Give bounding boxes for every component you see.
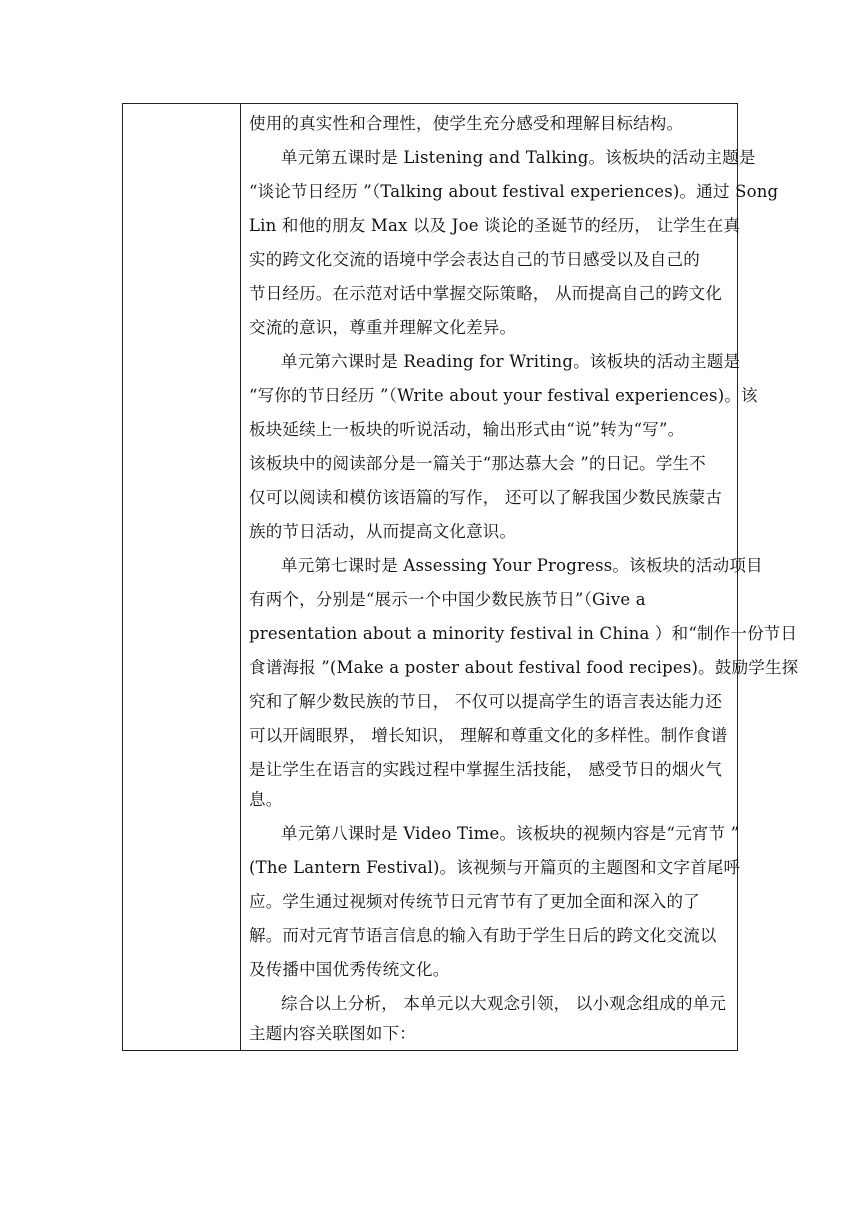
text-line: Lin 和他的朋友 Max 以及 Joe 谈论的圣诞节的经历， 让学生在真 [249, 216, 741, 235]
text-line: 该板块中的阅读部分是一篇关于“那达慕大会 ”的日记。学生不 [249, 454, 706, 473]
text-line: 可以开阔眼界， 增长知识， 理解和尊重文化的多样性。制作食谱 [249, 726, 728, 745]
text-line: 综合以上分析， 本单元以大观念引领， 以小观念组成的单元 [281, 994, 727, 1013]
text-line: 实的跨文化交流的语境中学会表达自己的节日感受以及自己的 [249, 250, 700, 269]
text-line: 仅可以阅读和模仿该语篇的写作， 还可以了解我国少数民族蒙古 [249, 488, 723, 507]
content-table [122, 103, 799, 1051]
text-line: 板块延续上一板块的听说活动，输出形式由“说”转为“写”。 [249, 420, 685, 439]
text-line: 单元第七课时是 Assessing Your Progress。该板块的活动项目 [281, 556, 763, 575]
text-line: 究和了解少数民族的节日， 不仅可以提高学生的语言表达能力还 [249, 692, 723, 711]
text-line: 息。 [249, 790, 283, 809]
text-line: 解。而对元宵节语言信息的输入有助于学生日后的跨文化交流以 [249, 926, 717, 945]
text-line: 是让学生在语言的实践过程中掌握生活技能， 感受节日的烟火气 [249, 760, 723, 779]
text-line: 食谱海报 ”(Make a poster about festival food recipes)。鼓励学生探 [249, 658, 799, 677]
text-line: 族的节日活动，从而提高文化意识。 [249, 522, 517, 541]
text-line: 单元第八课时是 Video Time。该板块的视频内容是“元宵节 ” [281, 824, 740, 843]
text-line: 及传播中国优秀传统文化。 [249, 960, 450, 979]
text-line: 单元第五课时是 Listening and Talking。该板块的活动主题是 [281, 148, 756, 167]
text-line: 应。学生通过视频对传统节日元宵节有了更加全面和深入的了 [249, 892, 700, 911]
text-line: 节日经历。在示范对话中掌握交际策略， 从而提高自己的跨文化 [249, 284, 723, 303]
text-line: 有两个，分别是“展示一个中国少数民族节日”（Give a [249, 590, 646, 609]
text-line: presentation about a minority festival in China ）和“制作一份节日 [249, 624, 798, 643]
table-left-cell [123, 104, 241, 1050]
table-right-cell [241, 104, 799, 1050]
text-line: “谈论节日经历 ”（Talking about festival experiences)。通过 Song [249, 182, 779, 201]
text-line: 使用的真实性和合理性，使学生充分感受和理解目标结构。 [249, 114, 684, 133]
text-line: (The Lantern Festival)。该视频与开篇页的主题图和文字首尾呼 [249, 858, 741, 877]
text-line: “写你的节日经历 ”（Write about your festival experiences)。该 [249, 386, 758, 405]
text-line: 交流的意识，尊重并理解文化差异。 [249, 318, 517, 337]
text-line: 单元第六课时是 Reading for Writing。该板块的活动主题是 [281, 352, 741, 371]
text-line: 主题内容关联图如下： [249, 1024, 416, 1043]
